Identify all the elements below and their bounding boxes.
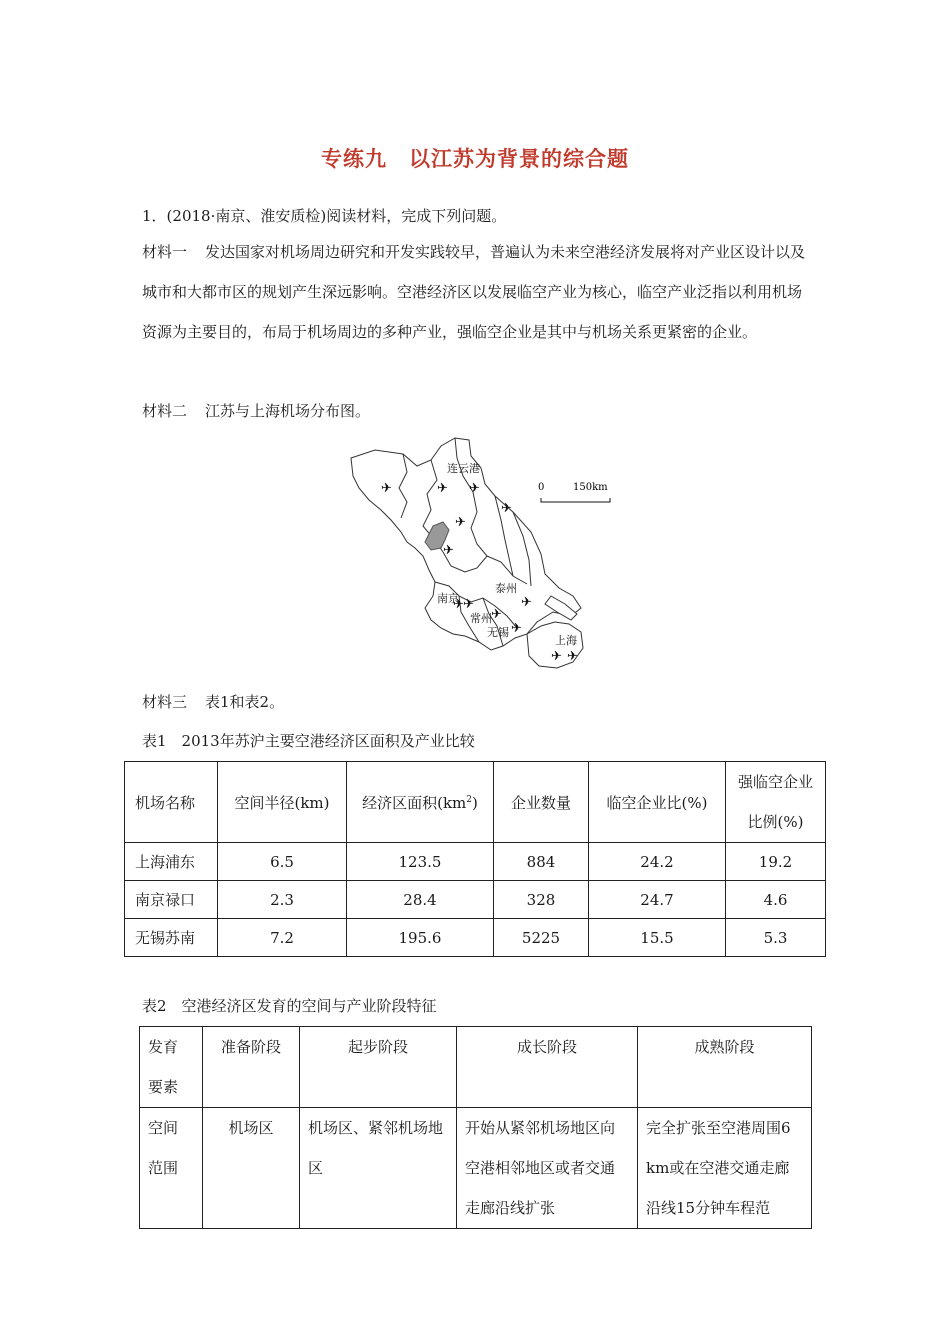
- table1-header-text: 经济区面积(km: [362, 793, 467, 812]
- label-nanjing: 南京: [437, 592, 459, 605]
- table2-header-line2: 要素: [148, 1078, 179, 1096]
- table-cell: 7.2: [218, 919, 347, 957]
- table2-header-row: [140, 1027, 812, 1108]
- table2-cell: 开始从紧邻机场地区向空港相邻地区或者交通走廊沿线扩张: [457, 1108, 638, 1229]
- table1: [124, 761, 826, 957]
- label-taizhou: 泰州: [495, 582, 517, 595]
- scale-end: 150km: [573, 482, 608, 493]
- page-title: [0, 143, 950, 173]
- table1-header: 临空企业比(%): [589, 762, 726, 843]
- label-wuxi: 无锡: [487, 626, 509, 639]
- table2-cell-line2: 范围: [148, 1159, 179, 1177]
- table1-header: [726, 762, 826, 843]
- table2-cell: [140, 1108, 203, 1229]
- table-cell: 上海浦东: [125, 843, 218, 881]
- table2-cell: 完全扩张至空港周围6 km或在空港交通走廊沿线15分钟车程范: [638, 1108, 812, 1229]
- table2-cell: 机场区: [203, 1108, 300, 1229]
- table2-header: [140, 1027, 203, 1108]
- table2-header: 成熟阶段: [638, 1027, 812, 1108]
- table1-header-sup: 2: [466, 794, 473, 805]
- title-part1: 专练九: [321, 146, 387, 171]
- table-cell: 195.6: [347, 919, 494, 957]
- table-cell: 6.5: [218, 843, 347, 881]
- material2-label: 材料二: [142, 402, 188, 420]
- table-row: [140, 1108, 812, 1229]
- table-cell: 884: [494, 843, 589, 881]
- airport-icon: ✈: [455, 515, 466, 530]
- table-cell: 123.5: [347, 843, 494, 881]
- table2-header: 成长阶段: [457, 1027, 638, 1108]
- material1: [142, 232, 814, 352]
- material3-label: 材料三: [142, 693, 188, 711]
- airport-map: [345, 436, 615, 672]
- table2-caption: 表2 空港经济区发育的空间与产业阶段特征: [142, 997, 437, 1015]
- table-row: [125, 881, 826, 919]
- airport-icon: ✈: [501, 501, 512, 516]
- table1-header-line2: 比例(%): [747, 813, 804, 831]
- material3-text: 表1和表2。: [205, 693, 285, 711]
- airport-icon: ✈: [469, 481, 480, 496]
- table1-header-row: [125, 762, 826, 843]
- table-cell: 24.2: [589, 843, 726, 881]
- table-cell: 5225: [494, 919, 589, 957]
- question-stem: 1．(2018·南京、淮安质检)阅读材料，完成下列问题。: [142, 207, 507, 225]
- table-cell: 南京禄口: [125, 881, 218, 919]
- scale-start: 0: [538, 482, 545, 493]
- table-cell: 无锡苏南: [125, 919, 218, 957]
- table-cell: 15.5: [589, 919, 726, 957]
- table2-header-line1: 发育: [148, 1038, 179, 1056]
- material2: [142, 401, 370, 421]
- table2-cell-line1: 空间: [148, 1119, 179, 1137]
- label-shanghai: 上海: [555, 634, 577, 647]
- airport-icon: ✈: [491, 607, 502, 622]
- table-cell: 5.3: [726, 919, 826, 957]
- label-changzhou: 常州: [470, 612, 492, 625]
- airport-icon: ✈: [437, 481, 448, 496]
- airport-icon: ✈: [521, 595, 532, 610]
- material1-label: 材料一: [142, 243, 188, 261]
- airport-icon: ✈: [381, 481, 392, 496]
- table1-header: 企业数量: [494, 762, 589, 843]
- title-part2: 以江苏为背景的综合题: [409, 146, 629, 171]
- table1-header-line1: 强临空企业: [737, 773, 813, 791]
- table2-cell: 机场区、紧邻机场地区: [300, 1108, 457, 1229]
- table-row: [125, 843, 826, 881]
- table1-header-paren: ): [472, 793, 478, 812]
- material2-text: 江苏与上海机场分布图。: [205, 402, 371, 420]
- table-cell: 24.7: [589, 881, 726, 919]
- table-cell: 19.2: [726, 843, 826, 881]
- label-lianyungang: 连云港: [447, 462, 480, 475]
- material1-text: 发达国家对机场周边研究和开发实践较早，普遍认为未来空港经济发展将对产业区设计以及城市和大都市区的规划产生深远影响。空港经济区以发展临空产业为核心，临空产业泛指以利用机场资源为主要目的，布局于机场周边的多种产业，强临空企业是其中与机场关系更紧密的企业。: [142, 243, 806, 341]
- scale-bar: [538, 482, 610, 502]
- airport-icon: ✈: [463, 597, 474, 612]
- table2: [139, 1026, 812, 1229]
- table1-caption: 表1 2013年苏沪主要空港经济区面积及产业比较: [142, 732, 475, 750]
- table-cell: 4.6: [726, 881, 826, 919]
- table-cell: 328: [494, 881, 589, 919]
- table1-header: 机场名称: [125, 762, 218, 843]
- table-row: [125, 919, 826, 957]
- table2-header: 准备阶段: [203, 1027, 300, 1108]
- airport-icon: ✈: [551, 649, 562, 664]
- table2-header: 起步阶段: [300, 1027, 457, 1108]
- table1-header: 空间半径(km): [218, 762, 347, 843]
- airport-icon: ✈: [567, 649, 578, 664]
- table-cell: 2.3: [218, 881, 347, 919]
- table-cell: 28.4: [347, 881, 494, 919]
- airport-icon: ✈: [443, 543, 454, 558]
- table1-header: [347, 762, 494, 843]
- airport-icon: ✈: [511, 621, 522, 636]
- airport-icon: ✈: [453, 597, 464, 612]
- material3: [142, 692, 284, 712]
